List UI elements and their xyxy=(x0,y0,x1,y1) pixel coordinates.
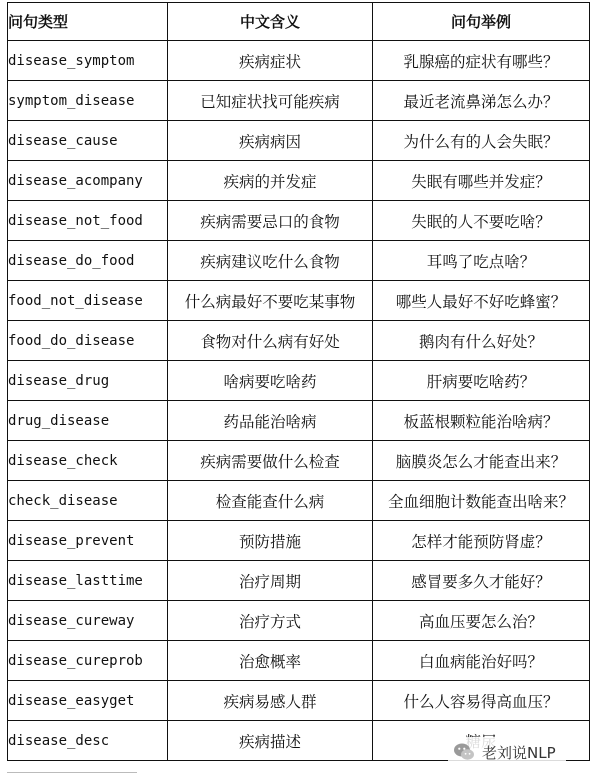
table-row xyxy=(8,441,590,481)
header-question-type: 问句类型 xyxy=(8,3,168,41)
cell-question-type: disease_cureprob xyxy=(8,641,168,681)
cell-question-example: 为什么有的人会失眠？ xyxy=(373,121,590,161)
cell-chinese-meaning: 预防措施 xyxy=(168,521,373,561)
cell-question-example: 脑膜炎怎么才能查出来？ xyxy=(373,441,590,481)
cell-question-type: disease_easyget xyxy=(8,681,168,721)
cell-question-type: symptom_disease xyxy=(8,81,168,121)
table-row xyxy=(8,681,590,721)
cell-question-type: disease_drug xyxy=(8,361,168,401)
cell-chinese-meaning: 什么病最好不要吃某事物 xyxy=(168,281,373,321)
header-question-example: 问句举例 xyxy=(373,3,590,41)
cell-chinese-meaning: 已知症状找可能疾病 xyxy=(168,81,373,121)
cell-question-type: disease_prevent xyxy=(8,521,168,561)
table-row xyxy=(8,201,590,241)
table-row xyxy=(8,361,590,401)
table-row xyxy=(8,241,590,281)
cell-question-example: 鹅肉有什么好处？ xyxy=(373,321,590,361)
question-type-table xyxy=(7,2,590,761)
cell-chinese-meaning: 疾病需要做什么检查 xyxy=(168,441,373,481)
table-row xyxy=(8,321,590,361)
cell-question-example: 哪些人最好不好吃蜂蜜？ xyxy=(373,281,590,321)
cell-chinese-meaning: 啥病要吃啥药 xyxy=(168,361,373,401)
cell-chinese-meaning: 疾病病因 xyxy=(168,121,373,161)
table-row xyxy=(8,41,590,81)
cell-question-example: 感冒要多久才能好？ xyxy=(373,561,590,601)
divider xyxy=(7,772,137,773)
cell-question-example: 失眠有哪些并发症？ xyxy=(373,161,590,201)
wechat-icon xyxy=(452,740,476,764)
cell-question-type: disease_cureway xyxy=(8,601,168,641)
cell-question-type: disease_acompany xyxy=(8,161,168,201)
cell-chinese-meaning: 疾病描述 xyxy=(168,721,373,761)
cell-question-type: disease_cause xyxy=(8,121,168,161)
cell-chinese-meaning: 疾病建议吃什么食物 xyxy=(168,241,373,281)
cell-chinese-meaning: 检查能查什么病 xyxy=(168,481,373,521)
cell-question-type: food_do_disease xyxy=(8,321,168,361)
cell-question-example: 最近老流鼻涕怎么办？ xyxy=(373,81,590,121)
cell-question-example: 耳鸣了吃点啥？ xyxy=(373,241,590,281)
table-row xyxy=(8,481,590,521)
cell-question-type: disease_check xyxy=(8,441,168,481)
table-row xyxy=(8,401,590,441)
cell-chinese-meaning: 疾病易感人群 xyxy=(168,681,373,721)
cell-question-example: 什么人容易得高血压？ xyxy=(373,681,590,721)
cell-question-example: 全血细胞计数能查出啥来？ xyxy=(373,481,590,521)
cell-question-example: 失眠的人不要吃啥？ xyxy=(373,201,590,241)
cell-question-type: disease_desc xyxy=(8,721,168,761)
cell-question-example: 肝病要吃啥药？ xyxy=(373,361,590,401)
cell-question-type: check_disease xyxy=(8,481,168,521)
cell-question-type: food_not_disease xyxy=(8,281,168,321)
cell-question-example: 高血压要怎么治？ xyxy=(373,601,590,641)
cell-question-type: drug_disease xyxy=(8,401,168,441)
table-row xyxy=(8,81,590,121)
table-header-row xyxy=(8,3,590,41)
table-row xyxy=(8,121,590,161)
table-row xyxy=(8,601,590,641)
cell-chinese-meaning: 药品能治啥病 xyxy=(168,401,373,441)
table-row xyxy=(8,521,590,561)
header-chinese-meaning: 中文含义 xyxy=(168,3,373,41)
cell-question-type: disease_symptom xyxy=(8,41,168,81)
table-row xyxy=(8,561,590,601)
table-row xyxy=(8,281,590,321)
watermark xyxy=(448,737,566,767)
cell-chinese-meaning: 食物对什么病有好处 xyxy=(168,321,373,361)
cell-chinese-meaning: 治疗方式 xyxy=(168,601,373,641)
cell-question-example: 白血病能治好吗？ xyxy=(373,641,590,681)
cell-chinese-meaning: 治疗周期 xyxy=(168,561,373,601)
cell-question-example: 乳腺癌的症状有哪些？ xyxy=(373,41,590,81)
cell-chinese-meaning: 疾病症状 xyxy=(168,41,373,81)
watermark-text: 老刘说NLP xyxy=(482,743,556,762)
cell-chinese-meaning: 疾病需要忌口的食物 xyxy=(168,201,373,241)
table-row xyxy=(8,641,590,681)
cell-chinese-meaning: 治愈概率 xyxy=(168,641,373,681)
cell-question-type: disease_lasttime xyxy=(8,561,168,601)
cell-question-type: disease_not_food xyxy=(8,201,168,241)
cell-question-type: disease_do_food xyxy=(8,241,168,281)
table-row xyxy=(8,161,590,201)
cell-question-example: 板蓝根颗粒能治啥病？ xyxy=(373,401,590,441)
cell-question-example: 怎样才能预防肾虚？ xyxy=(373,521,590,561)
cell-chinese-meaning: 疾病的并发症 xyxy=(168,161,373,201)
